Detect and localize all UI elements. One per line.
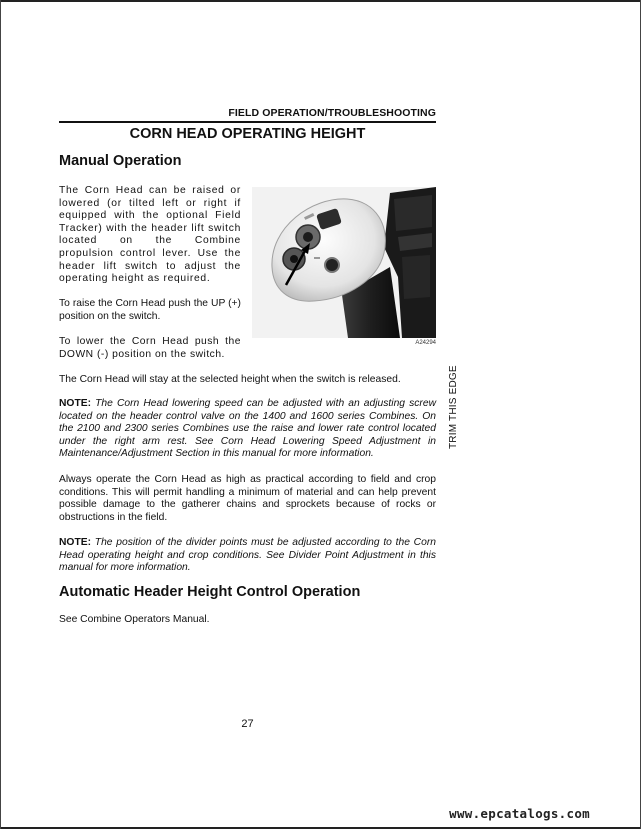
page-left-edge [0,0,1,829]
paragraph-stay-height: The Corn Head will stay at the selected height when the switch is released. [59,374,401,385]
note-text: The Corn Head lowering speed can be adjusted with an adjusting screw located on the header control valve on the 1400 and 1600 series Combines. On the 2100 and 2300 series Combines use the raise and lower rate control located under the right arm rest. See Corn Head Lowering Speed Adjustment in Maintenance/Adjustment Section in this manual for more information. [59,398,436,460]
section-header: FIELD OPERATION/TROUBLESHOOTING [228,107,436,119]
paragraph-operate-high: Always operate the Corn Head as high as practical according to field and crop conditions. This will permit handling a minimum of material and can help prevent possible damage to the gatherer chains and sprockets because of rocks or obstructions in the field. [59,474,436,523]
note-divider-points [59,537,436,575]
page-top-edge [0,0,641,2]
control-lever-photo [252,187,436,338]
control-lever-illustration [252,187,436,338]
trim-edge-label: TRIM THIS EDGE [448,365,459,449]
paragraph-lift-switch: The Corn Head can be raised or lowered (or tilted left or right if equipped with the optional Field Tracker) with the header lift switch located on the Combine propulsion control lever. Use the header lift switch to adjust the operating height as required. [59,185,241,285]
paragraph-raise: To raise the Corn Head push the UP (+) position on the switch. [59,298,241,322]
paragraph-see-manual: See Combine Operators Manual. [59,614,210,625]
manual-operation-heading: Manual Operation [59,153,182,169]
note-label: NOTE: [59,537,92,548]
page-number: 27 [241,718,254,730]
note-lowering-speed [59,398,436,461]
page-title: CORN HEAD OPERATING HEIGHT [129,126,366,142]
automatic-height-heading: Automatic Header Height Control Operation [59,584,361,600]
header-divider [59,121,436,123]
paragraph-lower: To lower the Corn Head push the DOWN (-) position on the switch. [59,336,241,360]
note-text: The position of the divider points must be adjusted according to the Corn Head operating height and crop conditions. See Divider Point Adjustment in this manual for more information. [59,537,436,574]
figure-caption: A24294 [415,340,436,346]
note-label: NOTE: [59,398,92,409]
watermark: www.epcatalogs.com [449,806,590,821]
